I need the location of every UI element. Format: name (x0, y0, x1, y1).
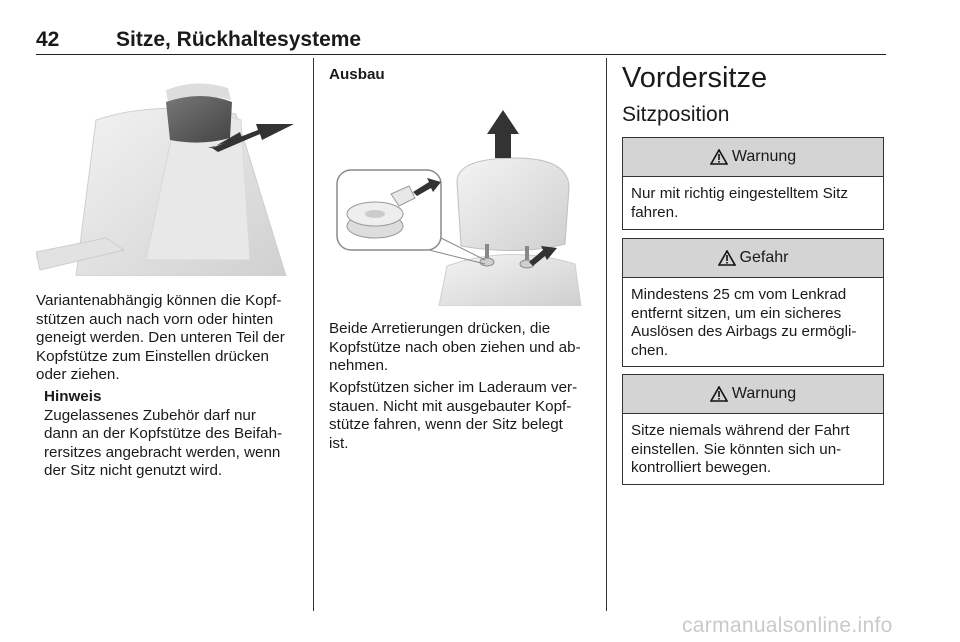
text-line: ist. (329, 434, 349, 452)
text-line: oder ziehen. (36, 366, 120, 384)
warning-box-2 (622, 374, 884, 485)
danger-label: Gefahr (739, 249, 789, 266)
warning-label: Warnung (731, 385, 797, 402)
warning-box-1 (622, 137, 884, 230)
section-heading-ausbau: Ausbau (329, 66, 385, 83)
column-divider-1 (313, 58, 314, 611)
text-line: Zugelassenes Zubehör darf nur (44, 406, 256, 424)
page-header (36, 28, 886, 55)
text-line: Kopfstütze zum Einstellen drücken (36, 347, 269, 365)
danger-text (623, 278, 883, 368)
column-divider-2 (606, 58, 607, 611)
headrest-removal-drawing (329, 96, 591, 306)
danger-box-header (623, 239, 883, 278)
text-line: geneigt werden. Den unteren Teil der (36, 329, 285, 347)
headrest-tilt-drawing (36, 80, 298, 276)
section-title: Vordersitze (622, 62, 768, 94)
text-line: Kopfstütze nach oben ziehen und ab- (329, 338, 581, 356)
col2-paragraph-1 (329, 320, 601, 376)
text-line: entfernt sitzen, um ein sicheres (631, 304, 842, 322)
text-line: Nur mit richtig eingestelltem Sitz (631, 185, 848, 202)
text-line: stütze fahren, wenn der Sitz belegt (329, 416, 563, 434)
headrest-removal-illustration (329, 96, 591, 306)
warning-box-header (623, 375, 883, 414)
text-line: stauen. Nicht mit ausgebauter Kopf- (329, 397, 572, 415)
headrest-tilt-illustration (36, 80, 298, 276)
text-line: Kopfstützen sicher im Laderaum ver- (329, 379, 578, 396)
danger-box (622, 238, 884, 367)
text-line: nehmen. (329, 357, 389, 375)
text-line: rersitzes angebracht werden, wenn (44, 443, 281, 461)
warning-text (623, 414, 883, 486)
warning-text (623, 177, 883, 230)
col2-paragraph-2 (329, 379, 601, 453)
text-line: Variantenabhängig können die Kopf- (36, 292, 282, 309)
text-line: kontrolliert bewegen. (631, 459, 772, 477)
warning-triangle-icon (710, 149, 728, 165)
text-line: fahren. (631, 203, 679, 221)
subsection-title: Sitzposition (622, 103, 730, 126)
text-line: Beide Arretierungen drücken, die (329, 320, 551, 337)
col1-paragraph (36, 292, 306, 385)
text-line: Sitze niemals während der Fahrt (631, 422, 850, 439)
text-line: stützen auch nach vorn oder hinten (36, 310, 274, 328)
warning-label: Warnung (731, 148, 797, 165)
text-line: chen. (631, 341, 669, 359)
watermark: carmanualsonline.info (682, 614, 893, 637)
text-line: Mindestens 25 cm vom Lenkrad (631, 286, 847, 303)
text-line: einstellen. Sie könnten sich un- (631, 440, 842, 458)
text-line: Auslösen des Airbags zu ermögli- (631, 323, 857, 341)
warning-triangle-icon (718, 250, 736, 266)
warning-triangle-icon (710, 386, 728, 402)
text-line: der Sitz nicht genutzt wird. (44, 462, 223, 480)
chapter-title: Sitze, Rückhaltesysteme (116, 28, 362, 51)
page-number: 42 (36, 28, 60, 51)
note-block (44, 388, 304, 481)
text-line: dann an der Kopfstütze des Beifah- (44, 425, 283, 443)
note-title: Hinweis (44, 388, 102, 405)
warning-box-header (623, 138, 883, 177)
